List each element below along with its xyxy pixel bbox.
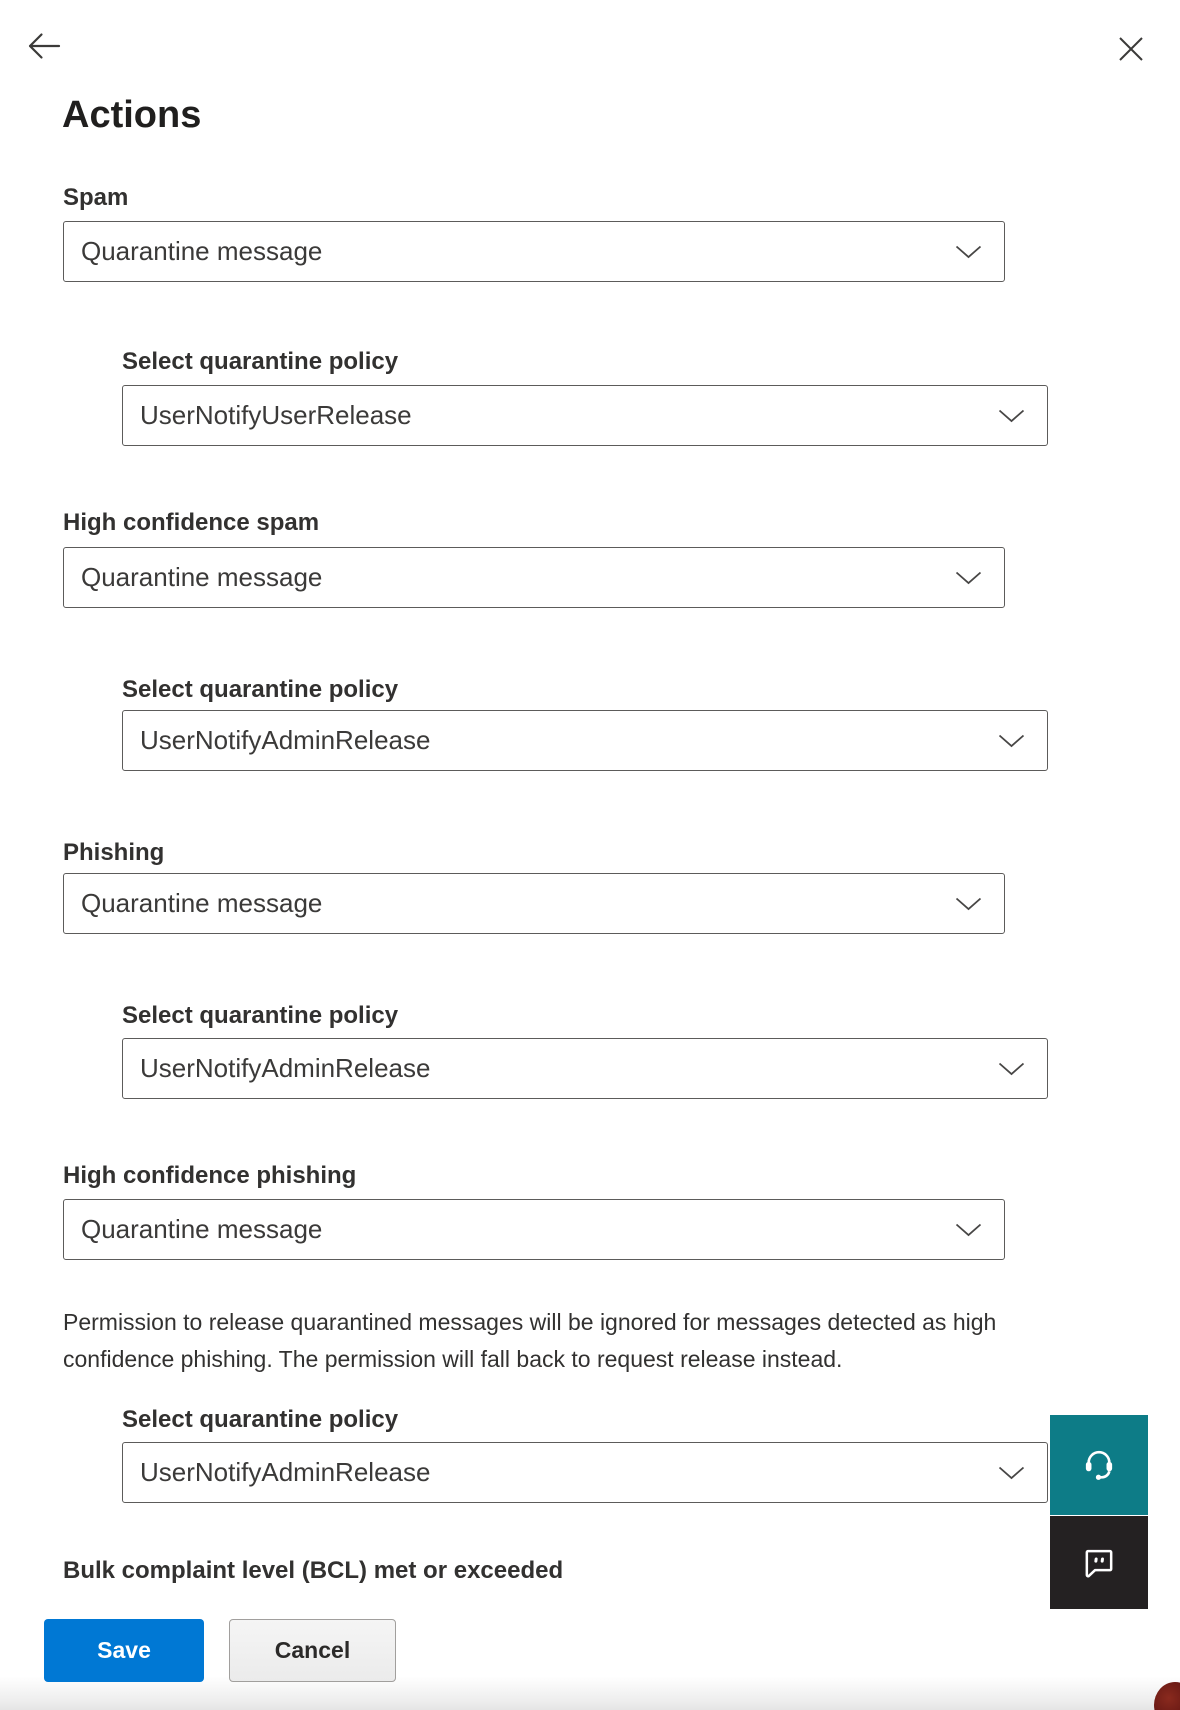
spam-quarantine-policy-value: UserNotifyUserRelease [140, 400, 412, 430]
high-confidence-spam-quarantine-policy-label: Select quarantine policy [122, 676, 399, 703]
high-confidence-phishing-action-select[interactable] [63, 1199, 1005, 1260]
spam-action-value: Quarantine message [81, 236, 323, 266]
close-button[interactable] [1108, 28, 1154, 70]
bulk-complaint-level-heading: Bulk complaint level (BCL) met or exceeded [63, 1557, 564, 1584]
phishing-quarantine-policy-value: UserNotifyAdminRelease [140, 1053, 431, 1083]
high-confidence-phishing-note: Permission to release quarantined messages will be ignored for messages detected as high confidence phishing. The permission will fall back to request release instead. [63, 1309, 997, 1372]
phishing-quarantine-policy-select[interactable] [122, 1038, 1048, 1099]
cancel-button[interactable]: Cancel [229, 1619, 396, 1682]
chevron-down-icon [955, 571, 982, 585]
high-confidence-spam-quarantine-policy-select[interactable] [122, 710, 1048, 771]
high-confidence-spam-action-value: Quarantine message [81, 562, 323, 592]
spam-quarantine-policy-select[interactable] [122, 385, 1048, 446]
spam-quarantine-policy-label: Select quarantine policy [122, 348, 399, 375]
page-title: Actions [62, 94, 202, 136]
chat-feedback-icon [1079, 1543, 1119, 1583]
chevron-down-icon [955, 245, 982, 259]
headset-icon [1078, 1444, 1120, 1486]
chevron-down-icon [998, 1062, 1025, 1076]
phishing-quarantine-policy-label: Select quarantine policy [122, 1002, 399, 1029]
help-button[interactable] [1050, 1415, 1148, 1515]
footer-bar [0, 1590, 1180, 1710]
high-confidence-spam-quarantine-policy-value: UserNotifyAdminRelease [140, 725, 431, 755]
phishing-action-select[interactable] [63, 873, 1005, 934]
high-confidence-phishing-label: High confidence phishing [63, 1162, 357, 1189]
spam-label: Spam [63, 184, 129, 211]
phishing-label: Phishing [63, 839, 165, 866]
high-confidence-phishing-quarantine-policy-value: UserNotifyAdminRelease [140, 1457, 431, 1487]
chevron-down-icon [955, 1223, 982, 1237]
spam-action-select[interactable] [63, 221, 1005, 282]
save-button[interactable]: Save [44, 1619, 204, 1682]
chevron-down-icon [955, 897, 982, 911]
chevron-down-icon [998, 409, 1025, 423]
phishing-action-value: Quarantine message [81, 888, 323, 918]
chevron-down-icon [998, 1466, 1025, 1480]
feedback-button[interactable] [1050, 1516, 1148, 1609]
high-confidence-phishing-quarantine-policy-label: Select quarantine policy [122, 1406, 399, 1433]
high-confidence-spam-label: High confidence spam [63, 509, 320, 536]
high-confidence-spam-action-select[interactable] [63, 547, 1005, 608]
high-confidence-phishing-action-value: Quarantine message [81, 1214, 323, 1244]
high-confidence-phishing-quarantine-policy-select[interactable] [122, 1442, 1048, 1503]
back-button[interactable] [22, 26, 66, 66]
back-arrow-icon [26, 29, 62, 63]
close-icon [1117, 35, 1145, 63]
chevron-down-icon [998, 734, 1025, 748]
